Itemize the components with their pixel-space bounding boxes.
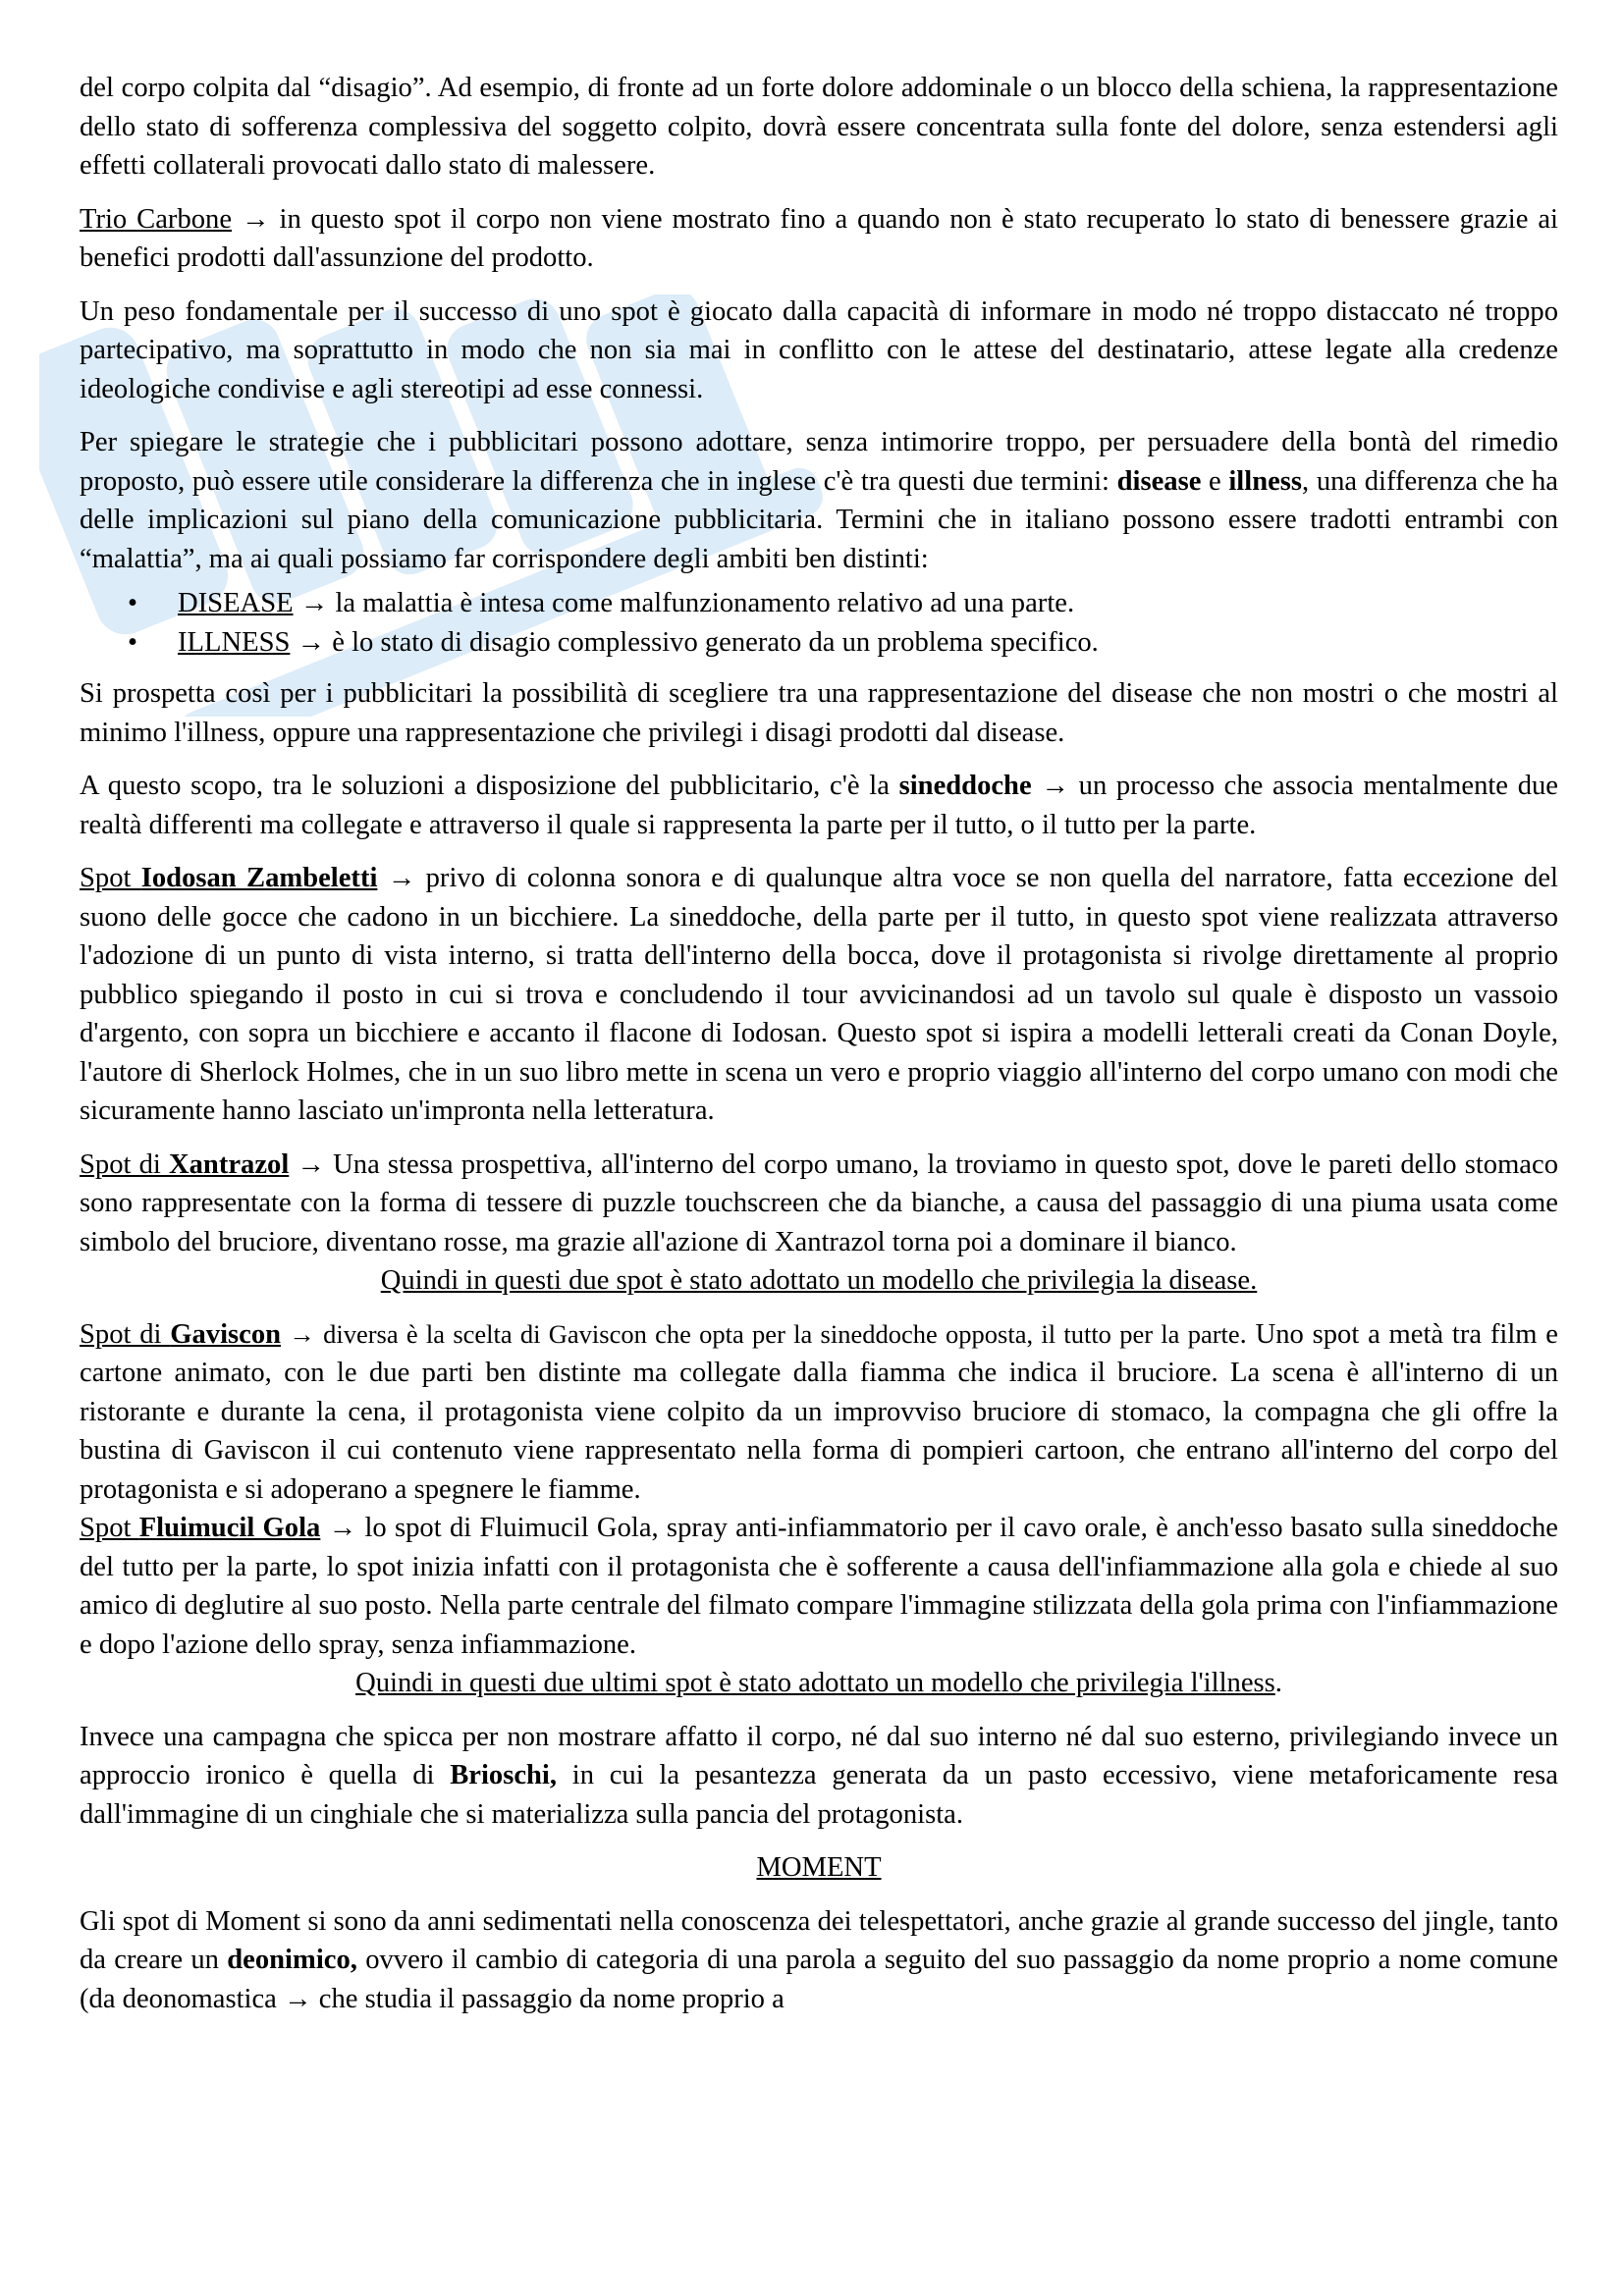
paragraph-xantrazol: Spot di Xantrazol → Una stessa prospettiva, all'interno del corpo umano, la troviamo in questo spot, dove le pareti dello stomaco sono rappresentate con la forma di tessere di puzzle touchscreen che da bianche, a causa del passaggio di una piuma usata come simbolo del bruciore, diventano rosse, ma grazie all'azione di Xantrazol torna poi a dominare il bianco. — [80, 1148, 1558, 1257]
spot-label-trio-carbone: Trio Carbone — [80, 203, 233, 235]
paragraph-sineddoche: A questo scopo, tra le soluzioni a disposizione del pubblicitario, c'è la sineddoche → un processo che associa mentalmente due realtà differenti ma collegate e attraverso il quale si rappresenta la parte per il tutto, o il tutto per la parte. — [80, 771, 1558, 840]
paragraph-fluimucil: Spot Fluimucil Gola → lo spot di Fluimucil Gola, spray anti-infiammatorio per il cavo orale, è anch'esso basato sulla sineddoche del tutto per la parte, lo spot inizia infatti con il protagonista che è sofferente a causa dell'infiammazione alla gola e chiede al suo amico di deglutire al suo posto. Nella parte centrale del filmato compare l'immagine stilizzata della gola prima con l'infiammazione e dopo l'azione dello spray, senza infiammazione. — [80, 1513, 1558, 1660]
spot-label-xantrazol: Spot di Xantrazol — [80, 1148, 290, 1180]
spot-label-gaviscon: Spot di Gaviscon — [80, 1318, 282, 1350]
paragraph-gaviscon: Spot di Gaviscon → diversa è la scelta di Gaviscon che opta per la sineddoche opposta, il tutto per la parte. Uno spot a metà tra film e cartone animato, con le due parti ben distinte ma collegate dalla fiamma che indica il bruciore. La scena è all'interno di un ristorante e durante la cena, il protagonista viene colpito da un improvviso bruciore di stomaco, la compagna che gli offre la bustina di Gaviscon il cui contenuto viene rappresentato nella forma di pompieri cartoon, che entrano all'interno del corpo del protagonista e si adoperano a spegnere le fiamme. — [80, 1318, 1558, 1505]
list-item: • DISEASE → la malattia è intesa come malfunzionamento relativo ad una parte. — [80, 584, 1558, 623]
paragraph-moment: Gli spot di Moment si sono da anni sedimentati nella conoscenza dei telespettatori, anche grazie al grande successo del jingle, tanto da creare un deonimico, ovvero il cambio di categoria di una parola a seguito del suo passaggio da nome proprio a nome comune (da deonomastica → che studia il passaggio da nome proprio a — [80, 1905, 1558, 2014]
paragraph-disease-illness: Per spiegare le strategie che i pubblicitari possono adottare, senza intimorire troppo, per persuadere della bontà del rimedio proposto, può essere utile considerare la differenza che in inglese c'è tra questi due termini: disease e illness, una differenza che ha delle implicazioni sul piano della comunicazione pubblicitaria. Termini che in italiano possono essere tradotti entrambi con “malattia”, ma ai quali possiamo far corrispondere degli ambiti ben distinti: — [80, 427, 1558, 574]
spot-label-iodosan: Spot Iodosan Zambeletti — [80, 863, 378, 893]
paragraph-peso: Un peso fondamentale per il successo di uno spot è giocato dalla capacità di informare in modo né troppo distaccato né troppo partecipativo, ma soprattutto in modo che non sia mai in conflitto con le attese del destinatario, attese legate alla credenze ideologiche condivise e agli stereotipi ad esse connessi. — [80, 295, 1558, 404]
list-item: • ILLNESS → è lo stato di disagio complessivo generato da un problema specifico. — [80, 623, 1558, 663]
paragraph-trio-carbone: Trio Carbone → in questo spot il corpo non viene mostrato fino a quando non è stato recuperato lo stato di benessere grazie ai benefici prodotti dall'assunzione del prodotto. — [80, 203, 1558, 273]
spot-label-fluimucil: Spot Fluimucil Gola — [80, 1513, 321, 1543]
definition-list — [80, 584, 1558, 663]
term-sineddoche: sineddoche — [898, 771, 1032, 801]
paragraph-intro: del corpo colpita dal “disagio”. Ad esempio, di fronte ad un forte dolore addominale o un blocco della schiena, la rappresentazione dello stato di sofferenza complessiva del soggetto colpito, dovrà essere concentrata sulla fonte del dolore, senza estendersi agli effetti collaterali provocati dallo stato di malessere. — [80, 73, 1558, 181]
term-illness: illness — [1228, 465, 1303, 497]
document-page — [80, 69, 1558, 2033]
term-deonimico: deonimico, — [227, 1945, 357, 1975]
section-heading-moment: MOMENT — [756, 1852, 882, 1883]
conclusion-disease: Quindi in questi due spot è stato adottato un modello che privilegia la disease. — [380, 1265, 1258, 1296]
term-disease: disease — [1116, 465, 1202, 497]
conclusion-illness: Quindi in questi due ultimi spot è stato adottato un modello che privilegia l'illness. — [355, 1668, 1282, 1698]
bullet-icon: • — [128, 588, 138, 618]
paragraph-iodosan: Spot Iodosan Zambeletti → privo di colonna sonora e di qualunque altra voce se non quella del narratore, fatta eccezione del suono delle gocce che cadono in un bicchiere. La sineddoche, della parte per il tutto, in questo spot viene realizzata attraverso l'adozione di un punto di vista interno, si tratta dell'interno della bocca, dove il protagonista si rivolge direttamente al proprio pubblico spiegando il posto in cui si trova e concludendo il tour avvicinandosi ad un tavolo sul quale è disposto un vassoio d'argento, con sopra un bicchiere e accanto il flacone di Iodosan. Questo spot si ispira a modelli letterali creati da Conan Doyle, l'autore di Sherlock Holmes, che in un suo libro mette in scena un vero e proprio viaggio all'interno del corpo umano con modi che sicuramente hanno lasciato un'impronta nella letteratura. — [80, 863, 1558, 1126]
paragraph-prospetta: Si prospetta così per i pubblicitari la possibilità di scegliere tra una rappresentazione del disease che non mostri o che mostri al minimo l'illness, oppure una rappresentazione che privilegi i disagi prodotti dal disease. — [80, 678, 1558, 748]
paragraph-brioschi: Invece una campagna che spicca per non mostrare affatto il corpo, né dal suo interno né dal suo esterno, privilegiando invece un approccio ironico è quella di Brioschi, in cui la pesantezza generata da un pasto eccessivo, viene metaforicamente resa dall'immagine di un cinghiale che si materializza sulla pancia del protagonista. — [80, 1721, 1558, 1830]
term-brioschi: Brioschi, — [450, 1760, 558, 1790]
bullet-icon: • — [128, 627, 138, 658]
